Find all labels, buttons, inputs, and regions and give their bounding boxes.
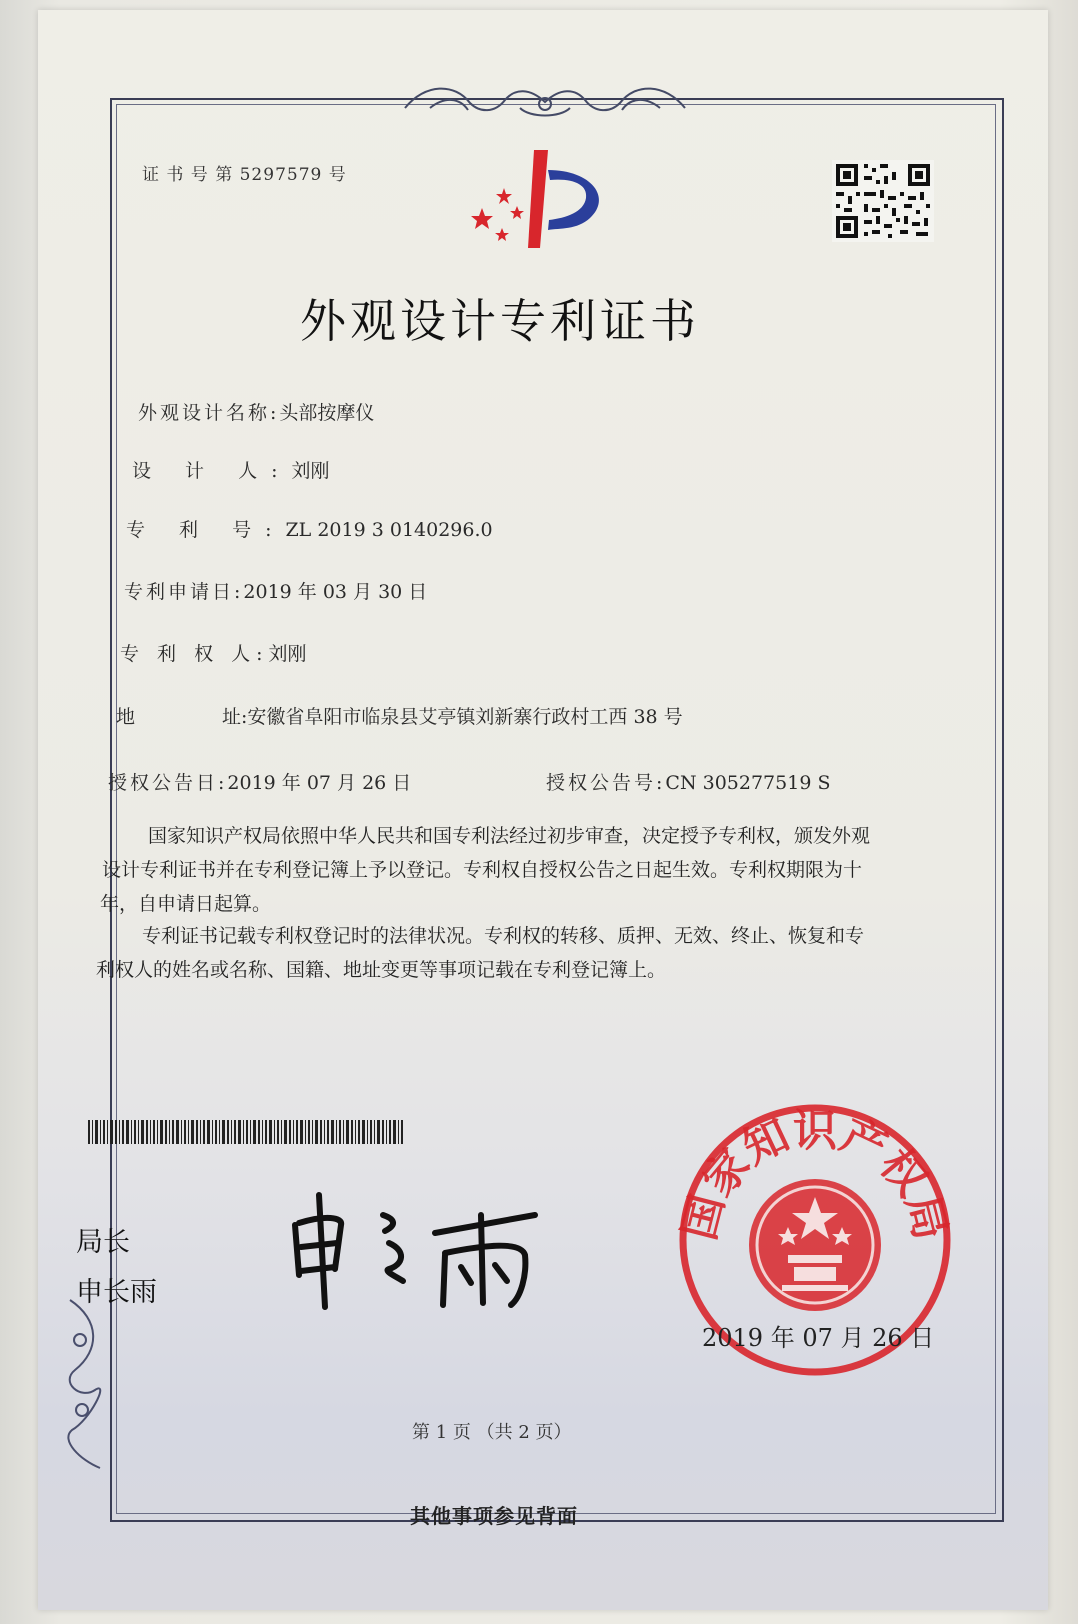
- designer-value: 刘刚: [291, 460, 330, 482]
- patent-number-value: ZL 2019 3 0140296.0: [285, 519, 493, 541]
- paragraph-line: 专利证书记载专利权登记时的法律状况。专利权的转移、质押、无效、终止、恢复和专: [142, 925, 865, 947]
- grant-number-value: CN 305277519 S: [665, 772, 831, 794]
- certificate-number: 证 书 号 第 5297579 号: [142, 165, 347, 185]
- patentee-row: [120, 639, 307, 666]
- application-date-row: [124, 577, 427, 604]
- paragraph-line: 设计专利证书并在专利登记簿上予以登记。专利权自授权公告之日起生效。专利权期限为十: [102, 859, 863, 881]
- design-name-row: [138, 398, 374, 425]
- design-name-label: 外观设计名称:: [138, 402, 280, 424]
- design-name-value: 头部按摩仪: [279, 402, 375, 424]
- handwritten-signature: [285, 1185, 555, 1315]
- patent-number-row: [126, 515, 493, 542]
- address-label-2: 址:: [222, 706, 248, 728]
- ornament-flourish: [400, 78, 690, 124]
- patentee-label: 专 利 权 人:: [120, 643, 269, 665]
- paragraph-line: 年，自申请日起算。: [100, 893, 272, 915]
- page-number: 第 1 页 （共 2 页）: [412, 1422, 572, 1443]
- barcode: [88, 1120, 403, 1144]
- signatory-title: 局长: [76, 1227, 130, 1258]
- paragraph-line: 国家知识产权局依照中华人民共和国专利法经过初步审查，决定授予专利权，颁发外观: [148, 825, 871, 847]
- designer-label: 设 计 人:: [132, 460, 292, 482]
- grant-number-row: [546, 768, 830, 795]
- qr-code: [832, 160, 934, 242]
- grant-date-value: 2019 年 07 月 26 日: [227, 772, 412, 794]
- certificate-title: 外观设计专利证书: [300, 294, 700, 348]
- paragraph-line: 利权人的姓名或名称、国籍、地址变更等事项记载在专利登记簿上。: [96, 959, 667, 981]
- patentee-value: 刘刚: [268, 643, 307, 665]
- designer-row: [132, 456, 330, 483]
- seal-text: 国家知识产权局: [673, 1105, 957, 1246]
- grant-date-label: 授权公告日:: [108, 772, 228, 794]
- application-date-value: 2019 年 03 月 30 日: [243, 581, 428, 603]
- grant-date-row: [108, 768, 411, 795]
- grant-number-label: 授权公告号:: [546, 772, 666, 794]
- address-label-1: 地: [116, 706, 136, 728]
- patent-number-label: 专 利 号:: [126, 519, 286, 541]
- address-row: [222, 702, 683, 729]
- signatory-name: 申长雨: [76, 1277, 157, 1308]
- patent-office-logo: [462, 148, 622, 258]
- footer-note: 其他事项参见背面: [410, 1504, 578, 1528]
- application-date-label: 专利申请日:: [124, 581, 244, 603]
- address-value: 安徽省阜阳市临泉县艾亭镇刘新寨行政村工西 38 号: [247, 706, 683, 728]
- seal-date: 2019 年 07 月 26 日: [702, 1324, 935, 1352]
- ornament-corner: [60, 1290, 120, 1480]
